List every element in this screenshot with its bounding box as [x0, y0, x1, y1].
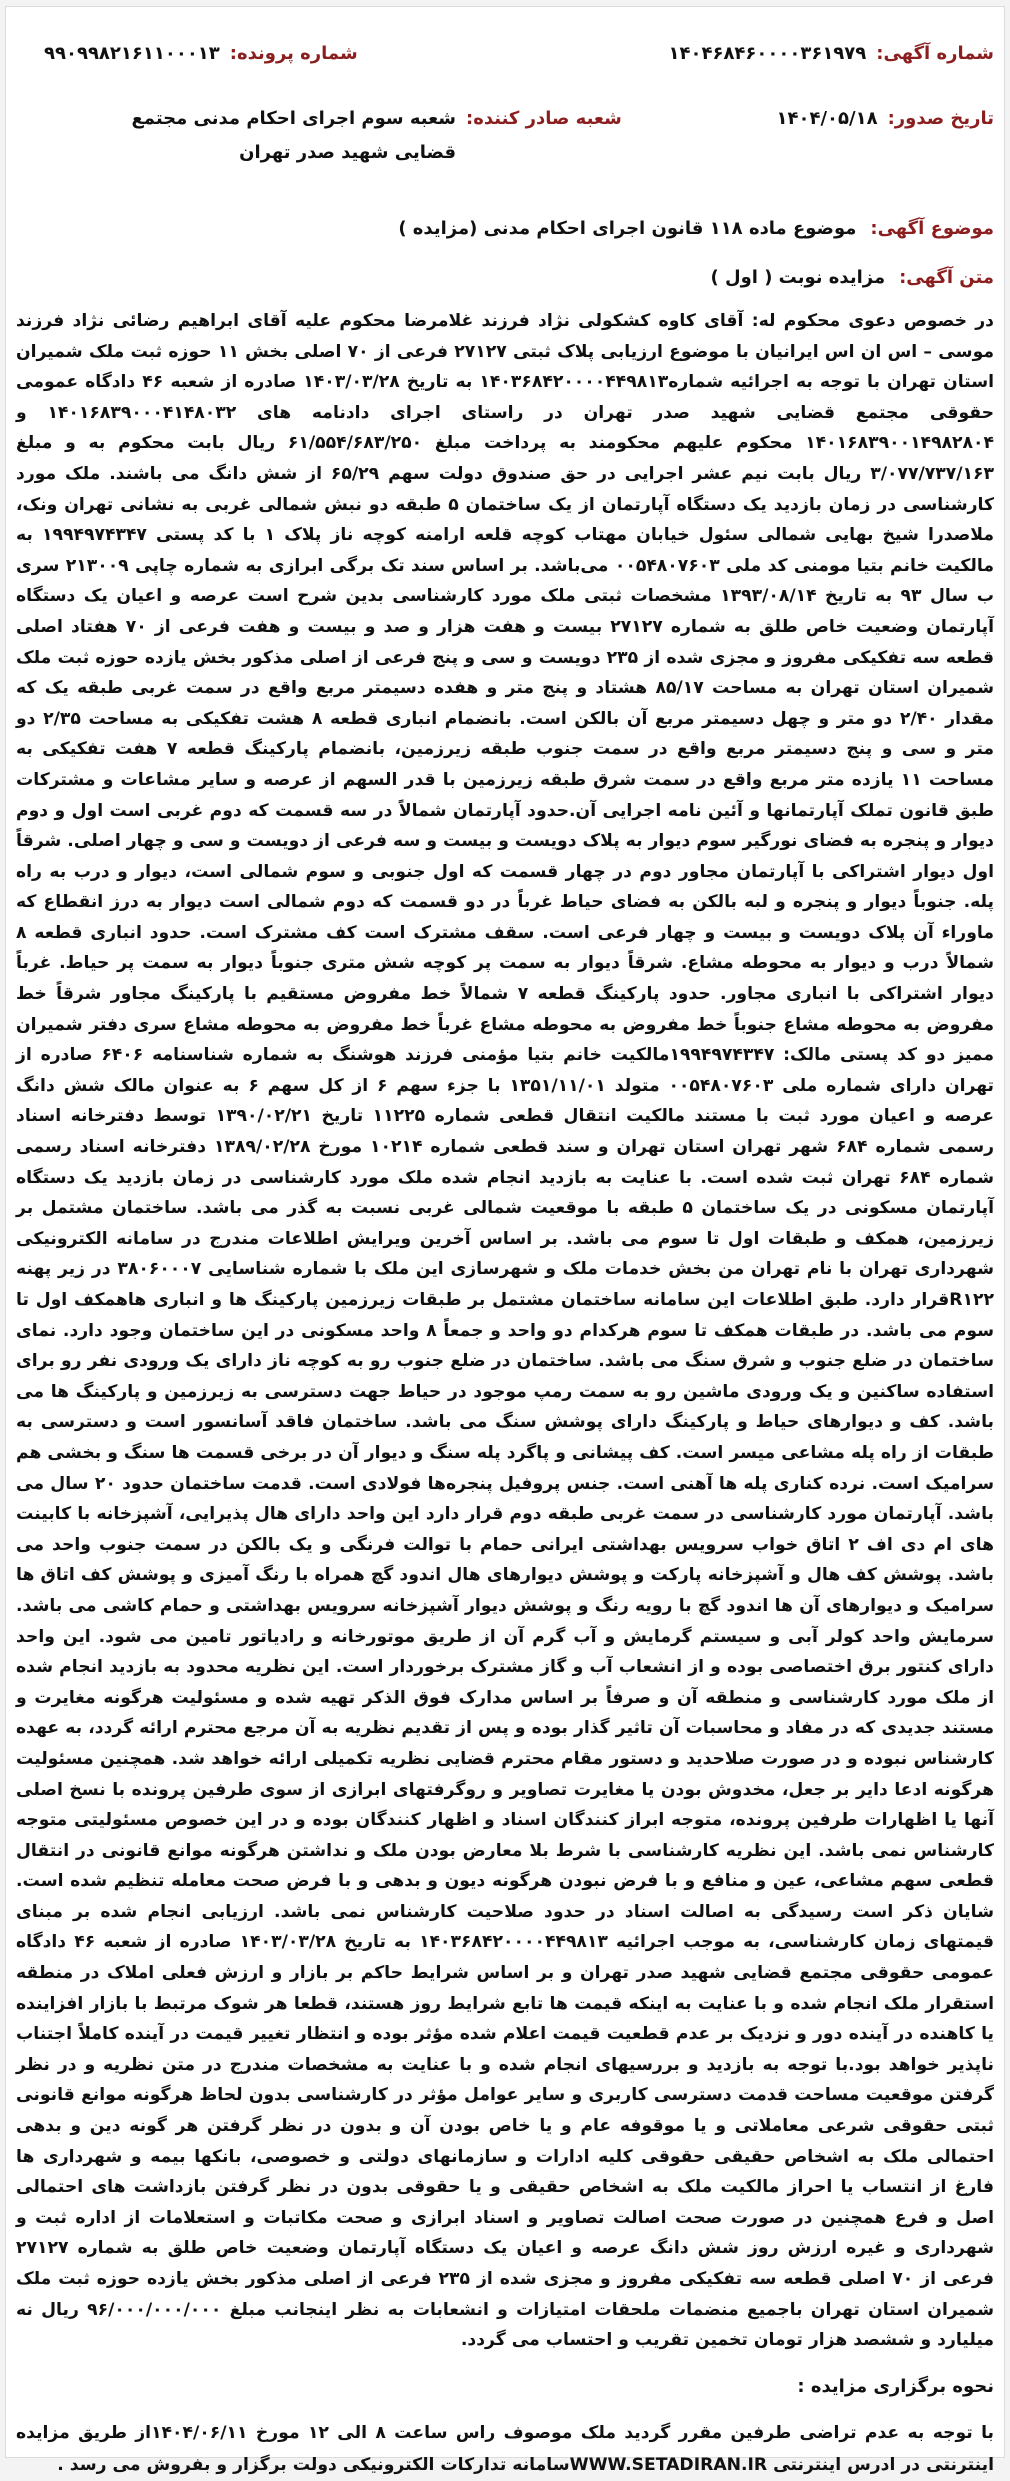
subject-line — [16, 218, 994, 239]
ad-number-value: ۱۴۰۴۶۸۴۶۰۰۰۰۳۶۱۹۷۹ — [668, 43, 867, 64]
ad-number-field — [669, 43, 994, 64]
notice-body-text: در خصوص دعوی محکوم له: آقای کاوه کشکولی نژاد فرزند غلامرضا محکوم علیه آقای ابراهیم رضائی نژاد فرزند موسی – اس ان اس ایرانیان با موضوع ارزیابی پلاک ثبتی ۲۷۱۲۷ فرعی از ۷۰ اصلی بخش ۱۱ حوزه ثبت ملک شمیران استان تهران با توجه به اجرائیه شماره۱۴۰۳۶۸۴۲۰۰۰۰۴۴۹۸۱۳ به تاریخ ۱۴۰۳/۰۳/۲۸ صادره از شعبه ۴۶ دادگاه عمومی حقوقی مجتمع قضایی شهید صدر تهران در راستای اجرای دادنامه های ۱۴۰۱۶۸۳۹۰۰۰۴۱۴۸۰۳۲ و ۱۴۰۱۶۸۳۹۰۰۱۴۹۸۲۸۰۴ محکوم علیهم محکومند به پرداخت مبلغ ۶۱/۵۵۴/۶۸۳/۲۵۰ ریال بابت محکوم به و مبلغ ۳/۰۷۷/۷۳۷/۱۶۳ ریال بابت نیم عشر اجرایی در حق صندوق دولت سهم ۶۵/۲۹ از شش دانگ می باشند. ملک مورد کارشناسی در زمان بازدید یک دستگاه آپارتمان از یک ساختمان ۵ طبقه دو نبش شمالی غربی به نشانی تهران ونک، ملاصدرا شیخ بهایی شمالی سئول خیابان مهتاب کوچه قلعه ارامنه کوچه ناز پلاک ۱ با کد پستی ۱۹۹۴۹۷۴۳۴۷ به مالکیت خانم بتیا مومنی کد ملی ۰۰۵۴۸۰۷۶۰۳ می‌باشد. بر اساس سند تک برگی ابرازی به شماره چاپی ۲۱۳۰۰۹ سری ب سال ۹۳ به تاریخ ۱۳۹۳/۰۸/۱۴ مشخصات ثبتی ملک مورد کارشناسی بدین شرح است عرصه و اعیان یک دستگاه آپارتمان وضعیت خاص طلق به شماره ۲۷۱۲۷ بیست و هفت هزار و صد و بیست و هفت فرعی از ۷۰ هفتاد اصلی قطعه سه تفکیکی مفروز و مجزی شده از ۲۳۵ دویست و سی و پنج فرعی از اصلی مذکور بخش یازده حوزه ثبت ملک شمیران استان تهران به مساحت ۸۵/۱۷ هشتاد و پنج متر و هفده دسیمتر مربع واقع در سمت غربی طبقه یک که مقدار ۲/۴۰ دو متر و چهل دسیمتر مربع آن بالکن است. بانضمام انباری قطعه ۸ هشت تفکیکی به مساحت ۲/۳۵ دو متر و سی و پنج دسیمتر مربع واقع در سمت جنوب طبقه زیرزمین، بانضمام پارکینگ قطعه ۷ هفت تفکیکی به مساحت ۱۱ یازده متر مربع واقع در سمت شرق طبقه زیرزمین با قدر السهم از عرصه و سایر مشاعات و مشترکات طبق قانون تملک آپارتمانها و آئین نامه اجرایی آن.حدود آپارتمان شمالاً در سه قسمت که دوم غربی است اول و دوم دیوار و پنجره به فضای نورگیر سوم دیوار به پلاک دویست و بیست و سه فرعی از دویست و سی و چهار اصلی. شرقاً اول دیوار اشتراکی با آپارتمان مجاور دوم در چهار قسمت که اول جنوبی و سوم شمالی است، دیوار و درب به راه پله. جنوباً دیوار و پنجره و لبه بالکن به فضای حیاط غرباً در دو قسمت که دوم شمالی است دیوار به درز انقطاع که ماوراء آن پلاک دویست و بیست و چهار فرعی است. سقف مشترک است کف مشترک است. حدود انباری قطعه ۸ شمالاً درب و دیوار به محوطه مشاع. شرقاً دیوار به سمت پر کوچه شش متری جنوباً دیوار به سمت پر حیاط. غرباً دیوار اشتراکی با انباری مجاور. حدود پارکینگ قطعه ۷ شمالاً خط مفروض مستقیم با پارکینگ مجاور شرقاً خط مفروض به محوطه مشاع جنوباً خط مفروض به محوطه مشاع غرباً خط مفروض به محوطه مشاع سری دفتر شمیران ممیز دو کد پستی مالک: ۱۹۹۴۹۷۴۳۴۷مالکیت خانم بتیا مؤمنی فرزند هوشنگ به شماره شناسنامه ۶۴۰۶ صادره از تهران دارای شماره ملی ۰۰۵۴۸۰۷۶۰۳ متولد ۱۳۵۱/۱۱/۰۱ با جزء سهم ۶ از کل سهم ۶ به عنوان مالک شش دانگ عرصه و اعیان مورد ثبت با مستند مالکیت انتقال قطعی شماره ۱۱۲۲۵ تاریخ ۱۳۹۰/۰۲/۲۱ توسط دفترخانه اسناد رسمی شماره ۶۸۴ شهر تهران استان تهران و سند قطعی شماره ۱۰۲۱۴ مورخ ۱۳۸۹/۰۲/۲۸ دفترخانه اسناد رسمی شماره ۶۸۴ تهران ثبت شده است. با عنایت به بازدید انجام شده ملک مورد کارشناسی در زمان بازدید یک دستگاه آپارتمان مسکونی در یک ساختمان ۵ طبقه با موقعیت شمالی غربی نسبت به گذر می باشد. ساختمان مشتمل بر زیرزمین، همکف و طبقات اول تا سوم می باشد. بر اساس آخرین ویرایش اطلاعات مندرج در سامانه الکترونیکی شهرداری تهران با نام تهران من بخش خدمات ملک و شهرسازی این ملک با شماره شناسایی ۳۸۰۶۰۰۰۷ در زیر پهنه R۱۲۲قرار دارد. طبق اطلاعات این سامانه ساختمان مشتمل بر طبقات زیرزمین پارکینگ ها و انباری هاهمکف اول تا سوم می باشد. در طبقات همکف تا سوم هرکدام دو واحد و جمعاً ۸ واحد مسکونی در این ساختمان وجود دارد. نمای ساختمان در ضلع جنوب و شرق سنگ می باشد. ساختمان در ضلع جنوب رو به کوچه ناز دارای یک ورودی نفر رو برای استفاده ساکنین و یک ورودی ماشین رو به سمت رمپ موجود در حیاط جهت دسترسی به زیرزمین و پارکینگ ها می باشد. کف و دیوارهای حیاط و پارکینگ دارای پوشش سنگ می باشد. ساختمان فاقد آسانسور است و دسترسی به طبقات از راه پله مشاعی میسر است. کف پیشانی و پاگرد پله سنگ و دیوار آن در برخی قسمت ها سنگ و بخشی هم سرامیک است. نرده کناری پله ها آهنی است. جنس پروفیل پنجره‌ها فولادی است. قدمت ساختمان حدود ۲۰ سال می باشد. آپارتمان مورد کارشناسی در سمت غربی طبقه دوم قرار دارد این واحد دارای هال پذیرایی، آشپزخانه با کابینت های ام دی اف ۲ اتاق خواب سرویس بهداشتی ایرانی حمام با توالت فرنگی و یک بالکن در سمت جنوب واحد می باشد. پوشش کف هال و آشپزخانه پارکت و پوشش دیوارهای هال اندود گچ همراه با رنگ آمیزی و پوشش کف اتاق ها سرامیک و دیوارهای آن ها اندود گچ با رویه رنگ و پوشش دیوار آشپزخانه سرویس بهداشتی و حمام کاشی می باشد. سرمایش واحد کولر آبی و سیستم گرمایش و آب گرم آن از طریق موتورخانه و رادیاتور تامین می شود. این واحد دارای کنتور برق اختصاصی بوده و از انشعاب آب و گاز مشترک برخوردار است. این نظریه محدود به بازدید انجام شده از ملک مورد کارشناسی و منطقه آن و صرفاً بر اساس مدارک فوق الذکر تهیه شده و مسئولیت هرگونه مغایرت و مستند جدیدی که در مفاد و محاسبات آن تاثیر گذار بوده و پس از تقدیم نظریه به آن مرجع محترم ارائه گردد، به عهده کارشناس نبوده و در صورت صلاحدید و دستور مقام محترم قضایی نظریه تکمیلی ارائه خواهد شد. همچنین مسئولیت هرگونه ادعا دایر بر جعل، مخدوش بودن یا مغایرت تصاویر و روگرفتهای ابرازی از سوی طرفین پرونده با نسخ اصلی آنها یا اظهارات طرفین پرونده، متوجه ابراز کنندگان اسناد و اظهار کنندگان بوده و در این خصوص مسئولیتی متوجه کارشناس نمی باشد. این نظریه کارشناسی با شرط بلا معارض بودن ملک و نداشتن هرگونه موانع قانونی در انتقال قطعی سهم مشاعی، عین و منافع و با فرض نبودن هرگونه دیون و بدهی و با فرض صحت معامله تنظیم شده است. شایان ذکر است رسیدگی به اصالت اسناد در حدود صلاحیت کارشناس نمی باشد. ارزیابی انجام شده بر مبنای قیمتهای زمان کارشناسی، به موجب اجرائیه ۱۴۰۳۶۸۴۲۰۰۰۰۴۴۹۸۱۳ به تاریخ ۱۴۰۳/۰۳/۲۸ صادره از شعبه ۴۶ دادگاه عمومی حقوقی مجتمع قضایی شهید صدر تهران و بر اساس شرایط حاکم بر بازار و ارزش فعلی املاک در منطقه استقرار ملک انجام شده و با عنایت به اینکه قیمت ها تابع شرایط روز هستند، قطعا هر شوک مرتبط با بازار افزاینده یا کاهنده در آینده دور و نزدیک بر عدم قطعیت قیمت اعلام شده مؤثر بوده و انتظار تغییر قیمت در آینده کاملاً اجتناب ناپذیر خواهد بود.با توجه به بازدید و بررسیهای انجام شده و با عنایت به مشخصات مندرج در متن نظریه و در نظر گرفتن موقعیت مساحت قدمت دسترسی کاربری و سایر عوامل مؤثر در کارشناسی بدون لحاظ هرگونه موانع قانونی ثبتی حقوقی شرعی معاملاتی و یا موقوفه عام و یا خاص بودن آن و بدون در نظر گرفتن هر گونه دین و بدهی احتمالی ملک به اشخاص حقیقی حقوقی کلیه ادارات و سازمانهای دولتی و خصوصی، بانکها بیمه و شهرداری ها فارغ از انتساب یا احراز مالکیت ملک به اشخاص حقیقی و یا حقوقی بدون در نظر گرفتن بازداشت های احتمالی اصل و فرع همچنین در صورت صحت اصالت تصاویر و اسناد ابرازی و صحت مکاتبات و استعلامات از اداره ثبت و شهرداری و غیره ارزش روز شش دانگ عرصه و اعیان یک دستگاه آپارتمان وضعیت خاص طلق به شماره ۲۷۱۲۷ فرعی از ۷۰ اصلی قطعه سه تفکیکی مفروز و مجزی شده از ۲۳۵ فرعی از اصلی مذکور بخش یازده حوزه ثبت ملک شمیران استان تهران باجمیع منضمات ملحقات امتیازات و انشعابات به نظر اینجانب مبلغ ۹۶/۰۰۰/۰۰۰/۰۰۰ ریال نه میلیارد و ششصد هزار تومان تخمین تقریب و احتساب می گردد. — [16, 311, 995, 2351]
notice-page — [5, 6, 1005, 2475]
case-number-field — [44, 43, 358, 64]
header-row-1 — [16, 7, 994, 64]
case-number-label: شماره پرونده: — [229, 43, 358, 64]
auction-conditions-part1: با توجه به عدم تراضی طرفین مقرر گردید ملک موصوف راس ساعت ۸ الی ۱۲ مورخ ۱۴۰۴/۰۶/۱۱از طریق مزایده اینترنتی در ادرس اینترنتی — [16, 2422, 994, 2475]
issuer-label: شعبه صادر کننده: — [466, 108, 622, 129]
subject-value: موضوع ماده ۱۱۸ قانون اجرای احکام مدنی (مزایده ) — [398, 218, 857, 239]
auction-conditions-text — [16, 2417, 994, 2481]
issue-date-field — [777, 108, 994, 129]
issuer-value: شعبه سوم اجرای احکام مدنی مجتمع قضایی شهید صدر تهران — [131, 108, 456, 163]
notice-text-label: متن آگهی: — [899, 267, 994, 288]
subject-label: موضوع آگهی: — [870, 218, 994, 239]
issuer-field — [76, 108, 622, 170]
auction-conditions-title: نحوه برگزاری مزایده : — [797, 2375, 994, 2397]
case-number-value: ۹۹۰۹۹۸۲۱۶۱۱۰۰۰۱۳ — [44, 43, 220, 64]
issue-date-value: ۱۴۰۴/۰۵/۱۸ — [776, 108, 878, 129]
ad-number-label: شماره آگهی: — [876, 43, 994, 64]
header-row-2 — [16, 64, 994, 170]
notice-text-round: مزایده نوبت ( اول ) — [710, 267, 886, 288]
auction-conditions-part2: سامانه تدارکات الکترونیکی دولت برگزار و بفروش می رسد . — [57, 2454, 570, 2475]
website-link[interactable]: WWW.SETADIRAN.IR — [569, 2454, 768, 2475]
notice-text-heading — [16, 267, 994, 288]
issue-date-label: تاریخ صدور: — [887, 108, 994, 129]
